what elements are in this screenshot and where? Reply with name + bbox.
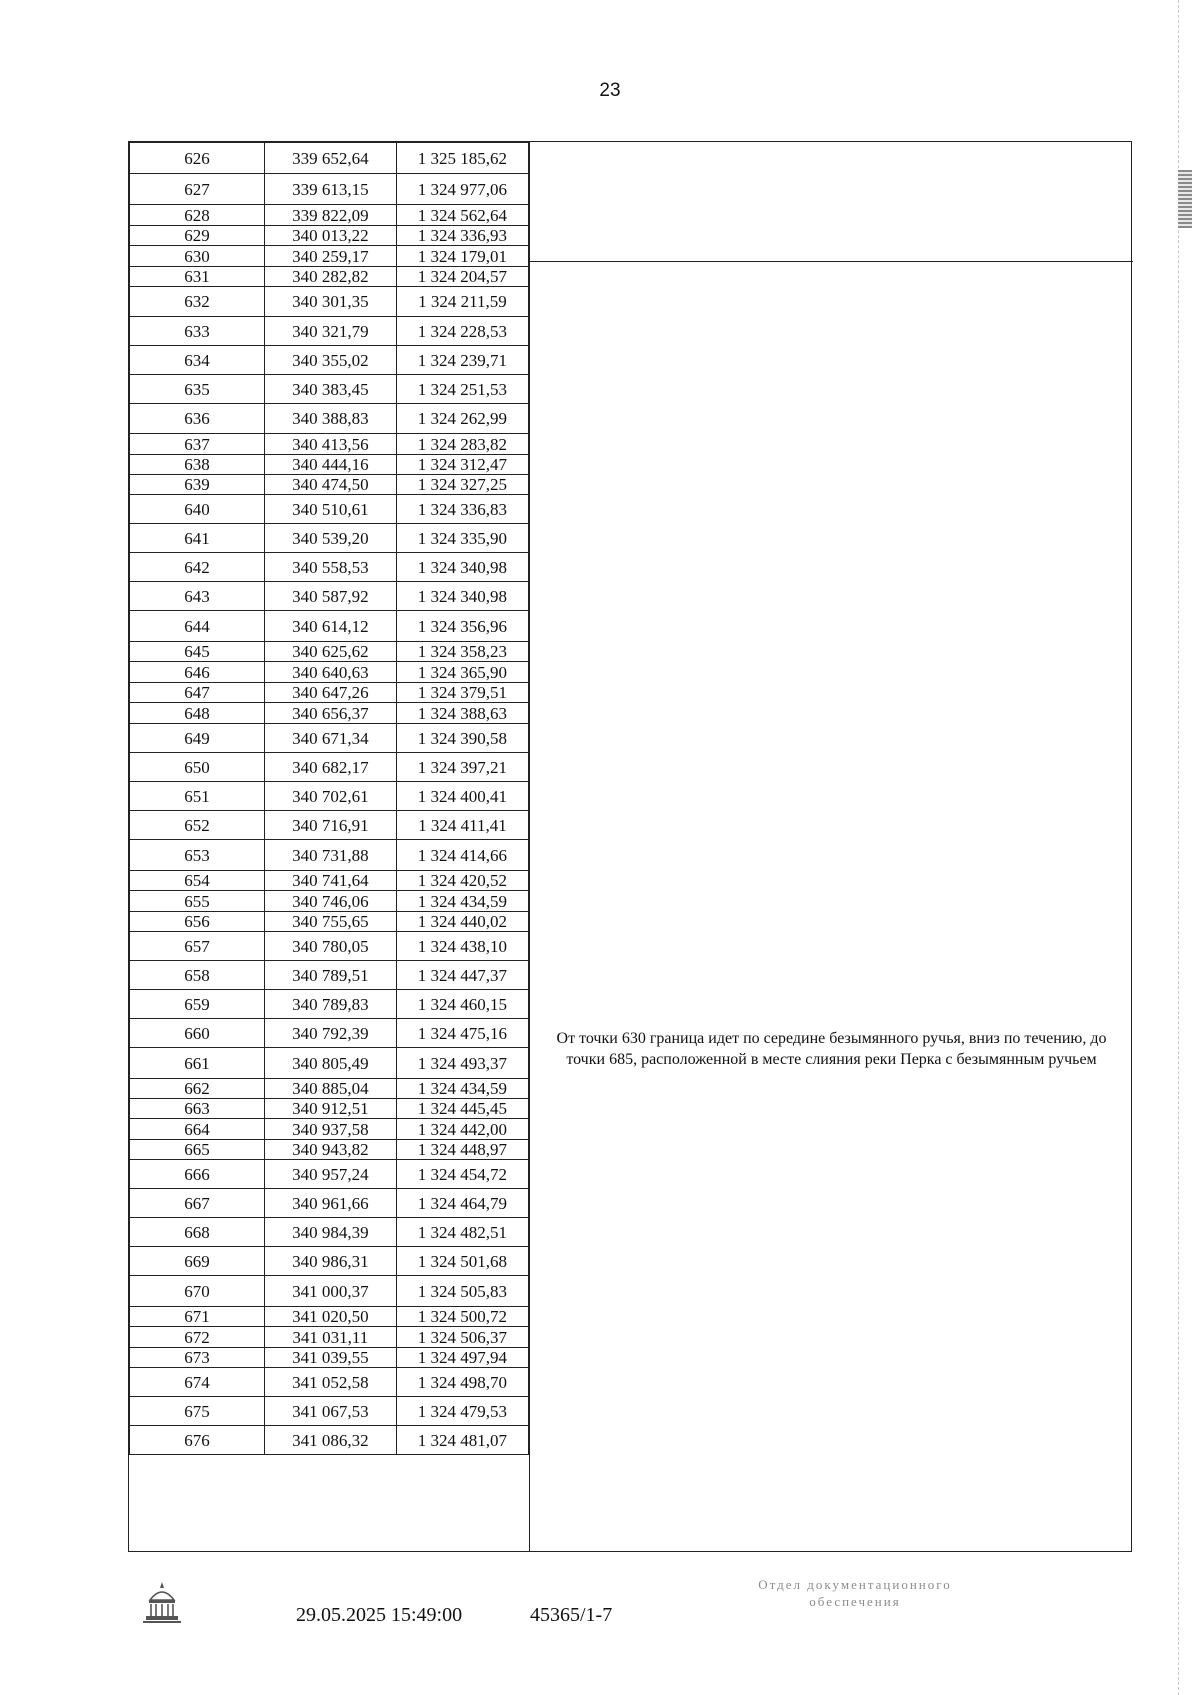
point-number-cell: 633 [130,317,265,346]
point-number-cell: 670 [130,1276,265,1307]
y-coordinate-cell: 1 324 498,70 [396,1368,528,1397]
table-row [130,174,529,205]
table-row [130,553,529,582]
page-number: 23 [599,80,621,101]
y-coordinate-cell: 1 324 448,97 [396,1140,528,1160]
table-row [130,582,529,611]
point-number-cell: 664 [130,1119,265,1140]
point-number-cell: 663 [130,1099,265,1119]
x-coordinate-cell: 340 625,62 [264,642,396,662]
table-row [130,1048,529,1079]
x-coordinate-cell: 340 355,02 [264,346,396,375]
table-row [130,1426,529,1455]
table-row [130,524,529,553]
point-number-cell: 657 [130,932,265,961]
table-row [130,1397,529,1426]
x-coordinate-cell: 340 383,45 [264,375,396,404]
table-row [130,455,529,475]
x-coordinate-cell: 340 614,12 [264,611,396,642]
coordinates-grid [129,142,529,1455]
point-number-cell: 629 [130,226,265,246]
table-row [130,871,529,891]
y-coordinate-cell: 1 324 414,66 [396,840,528,871]
point-number-cell: 647 [130,683,265,703]
y-coordinate-cell: 1 324 482,51 [396,1218,528,1247]
table-row [130,642,529,662]
point-number-cell: 632 [130,287,265,317]
table-row [130,753,529,782]
table-row [130,267,529,287]
table-row [130,961,529,990]
x-coordinate-cell: 340 587,92 [264,582,396,611]
point-number-cell: 655 [130,891,265,912]
table-row [130,611,529,642]
y-coordinate-cell: 1 324 464,79 [396,1189,528,1218]
x-coordinate-cell: 340 984,39 [264,1218,396,1247]
point-number-cell: 650 [130,753,265,782]
table-row [130,1099,529,1119]
x-coordinate-cell: 341 052,58 [264,1368,396,1397]
x-coordinate-cell: 340 792,39 [264,1019,396,1048]
table-row [130,475,529,495]
point-number-cell: 642 [130,553,265,582]
y-coordinate-cell: 1 324 500,72 [396,1307,528,1327]
table-row [130,205,529,226]
y-coordinate-cell: 1 324 497,94 [396,1348,528,1368]
x-coordinate-cell: 339 613,15 [264,174,396,205]
y-coordinate-cell: 1 324 336,83 [396,495,528,524]
table-row [130,1276,529,1307]
x-coordinate-cell: 340 986,31 [264,1247,396,1276]
x-coordinate-cell: 340 789,83 [264,990,396,1019]
table-row [130,495,529,524]
y-coordinate-cell: 1 324 562,64 [396,205,528,226]
x-coordinate-cell: 340 388,83 [264,404,396,434]
point-number-cell: 661 [130,1048,265,1079]
x-coordinate-cell: 340 943,82 [264,1140,396,1160]
y-coordinate-cell: 1 324 475,16 [396,1019,528,1048]
y-coordinate-cell: 1 324 327,25 [396,475,528,495]
table-row [130,811,529,840]
point-number-cell: 643 [130,582,265,611]
point-number-cell: 640 [130,495,265,524]
point-number-cell: 658 [130,961,265,990]
y-coordinate-cell: 1 324 335,90 [396,524,528,553]
table-row [130,434,529,455]
y-coordinate-cell: 1 324 312,47 [396,455,528,475]
x-coordinate-cell: 341 086,32 [264,1426,396,1455]
x-coordinate-cell: 340 013,22 [264,226,396,246]
table-row [130,1189,529,1218]
point-number-cell: 645 [130,642,265,662]
emblem-icon [140,1578,184,1626]
point-number-cell: 666 [130,1160,265,1189]
x-coordinate-cell: 340 885,04 [264,1079,396,1099]
table-row [130,1348,529,1368]
y-coordinate-cell: 1 324 239,71 [396,346,528,375]
y-coordinate-cell: 1 324 420,52 [396,871,528,891]
y-coordinate-cell: 1 324 434,59 [396,1079,528,1099]
table-row [130,287,529,317]
y-coordinate-cell: 1 324 356,96 [396,611,528,642]
point-number-cell: 646 [130,662,265,683]
x-coordinate-cell: 340 746,06 [264,891,396,912]
y-coordinate-cell: 1 324 397,21 [396,753,528,782]
stamp-line-1: Отдел документационного [758,1577,952,1592]
point-number-cell: 627 [130,174,265,205]
x-coordinate-cell: 341 067,53 [264,1397,396,1426]
description-cell [529,262,1133,1551]
point-number-cell: 656 [130,912,265,932]
table-row [130,1079,529,1099]
point-number-cell: 635 [130,375,265,404]
point-number-cell: 653 [130,840,265,871]
y-coordinate-cell: 1 324 179,01 [396,246,528,267]
x-coordinate-cell: 340 957,24 [264,1160,396,1189]
table-row [130,1247,529,1276]
point-number-cell: 662 [130,1079,265,1099]
x-coordinate-cell: 340 716,91 [264,811,396,840]
point-number-cell: 644 [130,611,265,642]
footer-datetime: 29.05.2025 15:49:00 [296,1604,463,1626]
y-coordinate-cell: 1 324 501,68 [396,1247,528,1276]
x-coordinate-cell: 340 671,34 [264,724,396,753]
table-row [130,226,529,246]
table-row [130,724,529,753]
x-coordinate-cell: 340 539,20 [264,524,396,553]
x-coordinate-cell: 340 961,66 [264,1189,396,1218]
table-row [130,912,529,932]
x-coordinate-cell: 340 702,61 [264,782,396,811]
y-coordinate-cell: 1 324 460,15 [396,990,528,1019]
y-coordinate-cell: 1 324 340,98 [396,553,528,582]
point-number-cell: 649 [130,724,265,753]
x-coordinate-cell: 340 321,79 [264,317,396,346]
y-coordinate-cell: 1 324 479,53 [396,1397,528,1426]
y-coordinate-cell: 1 324 400,41 [396,782,528,811]
y-coordinate-cell: 1 324 411,41 [396,811,528,840]
point-number-cell: 639 [130,475,265,495]
x-coordinate-cell: 340 474,50 [264,475,396,495]
point-number-cell: 638 [130,455,265,475]
x-coordinate-cell: 340 640,63 [264,662,396,683]
table-row [130,891,529,912]
table-row [130,1218,529,1247]
y-coordinate-cell: 1 324 336,93 [396,226,528,246]
point-number-cell: 674 [130,1368,265,1397]
x-coordinate-cell: 341 000,37 [264,1276,396,1307]
table-row [130,990,529,1019]
stamp-line-2: обеспечения [809,1594,901,1609]
x-coordinate-cell: 341 020,50 [264,1307,396,1327]
point-number-cell: 641 [130,524,265,553]
table-row [130,1368,529,1397]
table-row [130,143,529,174]
point-number-cell: 626 [130,143,265,174]
y-coordinate-cell: 1 324 365,90 [396,662,528,683]
y-coordinate-cell: 1 324 283,82 [396,434,528,455]
x-coordinate-cell: 340 937,58 [264,1119,396,1140]
description-cell-top [529,142,1133,262]
y-coordinate-cell: 1 324 438,10 [396,932,528,961]
y-coordinate-cell: 1 324 388,63 [396,703,528,724]
table-row [130,840,529,871]
point-number-cell: 637 [130,434,265,455]
table-row [130,703,529,724]
y-coordinate-cell: 1 324 440,02 [396,912,528,932]
point-number-cell: 660 [130,1019,265,1048]
coordinates-grid-body [130,143,529,1455]
point-number-cell: 628 [130,205,265,226]
x-coordinate-cell: 340 731,88 [264,840,396,871]
point-number-cell: 651 [130,782,265,811]
x-coordinate-cell: 340 912,51 [264,1099,396,1119]
point-number-cell: 676 [130,1426,265,1455]
point-number-cell: 675 [130,1397,265,1426]
y-coordinate-cell: 1 324 493,37 [396,1048,528,1079]
x-coordinate-cell: 340 510,61 [264,495,396,524]
table-row [130,404,529,434]
point-number-cell: 631 [130,267,265,287]
table-row [130,782,529,811]
y-coordinate-cell: 1 324 445,45 [396,1099,528,1119]
y-coordinate-cell: 1 324 506,37 [396,1327,528,1348]
point-number-cell: 665 [130,1140,265,1160]
scan-barcode-mark [1178,170,1192,228]
x-coordinate-cell: 339 822,09 [264,205,396,226]
x-coordinate-cell: 340 780,05 [264,932,396,961]
coordinates-table [128,141,1132,1552]
x-coordinate-cell: 341 031,11 [264,1327,396,1348]
point-number-cell: 669 [130,1247,265,1276]
x-coordinate-cell: 340 444,16 [264,455,396,475]
y-coordinate-cell: 1 324 481,07 [396,1426,528,1455]
point-number-cell: 671 [130,1307,265,1327]
x-coordinate-cell: 340 282,82 [264,267,396,287]
table-row [130,1019,529,1048]
table-row [130,1327,529,1348]
point-number-cell: 634 [130,346,265,375]
y-coordinate-cell: 1 324 447,37 [396,961,528,990]
y-coordinate-cell: 1 324 228,53 [396,317,528,346]
x-coordinate-cell: 340 682,17 [264,753,396,782]
y-coordinate-cell: 1 324 340,98 [396,582,528,611]
table-row [130,375,529,404]
point-number-cell: 648 [130,703,265,724]
table-row [130,1119,529,1140]
y-coordinate-cell: 1 324 379,51 [396,683,528,703]
y-coordinate-cell: 1 325 185,62 [396,143,528,174]
x-coordinate-cell: 340 755,65 [264,912,396,932]
x-coordinate-cell: 340 656,37 [264,703,396,724]
point-number-cell: 636 [130,404,265,434]
boundary-description: От точки 630 граница идет по середине безымянного ручья, вниз по течению, до точки 685, расположенной в месте слияния реки Перка с безымянным ручьем [556,1030,1107,1068]
table-row [130,683,529,703]
table-row [130,346,529,375]
table-row [130,1160,529,1189]
y-coordinate-cell: 1 324 505,83 [396,1276,528,1307]
footer-doc-number: 45365/1-7 [530,1604,613,1626]
scan-edge-line [1178,0,1180,1695]
point-number-cell: 673 [130,1348,265,1368]
department-stamp [705,1576,1005,1610]
x-coordinate-cell: 339 652,64 [264,143,396,174]
y-coordinate-cell: 1 324 454,72 [396,1160,528,1189]
x-coordinate-cell: 340 259,17 [264,246,396,267]
x-coordinate-cell: 341 039,55 [264,1348,396,1368]
table-row [130,1307,529,1327]
point-number-cell: 659 [130,990,265,1019]
x-coordinate-cell: 340 805,49 [264,1048,396,1079]
point-number-cell: 668 [130,1218,265,1247]
table-row [130,662,529,683]
point-number-cell: 630 [130,246,265,267]
y-coordinate-cell: 1 324 977,06 [396,174,528,205]
table-row [130,317,529,346]
table-row [130,1140,529,1160]
point-number-cell: 654 [130,871,265,891]
y-coordinate-cell: 1 324 434,59 [396,891,528,912]
y-coordinate-cell: 1 324 262,99 [396,404,528,434]
y-coordinate-cell: 1 324 358,23 [396,642,528,662]
x-coordinate-cell: 340 558,53 [264,553,396,582]
table-row [130,932,529,961]
point-number-cell: 652 [130,811,265,840]
y-coordinate-cell: 1 324 204,57 [396,267,528,287]
x-coordinate-cell: 340 647,26 [264,683,396,703]
y-coordinate-cell: 1 324 442,00 [396,1119,528,1140]
x-coordinate-cell: 340 741,64 [264,871,396,891]
point-number-cell: 667 [130,1189,265,1218]
y-coordinate-cell: 1 324 251,53 [396,375,528,404]
x-coordinate-cell: 340 413,56 [264,434,396,455]
x-coordinate-cell: 340 301,35 [264,287,396,317]
point-number-cell: 672 [130,1327,265,1348]
y-coordinate-cell: 1 324 390,58 [396,724,528,753]
x-coordinate-cell: 340 789,51 [264,961,396,990]
table-row [130,246,529,267]
y-coordinate-cell: 1 324 211,59 [396,287,528,317]
